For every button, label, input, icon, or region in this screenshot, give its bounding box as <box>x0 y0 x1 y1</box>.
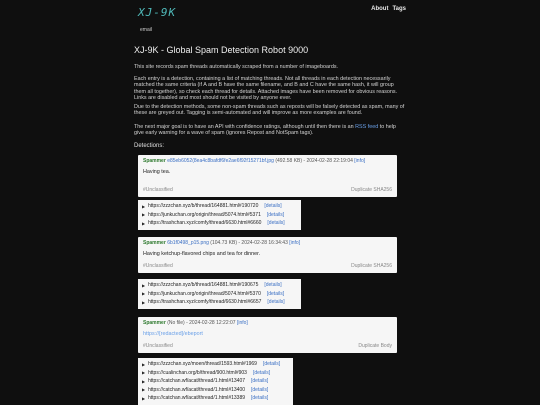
detection-header <box>138 237 397 247</box>
detection-meta: (104.73 KB) - 2024-02-28 16:34:43 <box>210 240 288 246</box>
thread-list <box>138 200 301 230</box>
detection-tag[interactable]: #Unclassified <box>143 343 173 349</box>
detection-tag[interactable]: #Unclassified <box>143 187 173 193</box>
detection-header <box>138 317 397 327</box>
detection-file-link[interactable]: 6b1f0498_p15.png <box>167 240 209 246</box>
top-nav <box>371 6 406 12</box>
detection-file-link[interactable]: e85eb6052(8ea4c8bafdf6fe2ae6f92f15271bf.jpg <box>167 158 274 164</box>
api-text-rest: to help give early warning for a wave of spam (ignores Repost and NotSpam tags). <box>134 124 396 137</box>
detection-duplicate-type: Duplicate SHA256 <box>351 187 392 193</box>
detection-author: Spammer <box>143 240 166 246</box>
nav-tags-link[interactable]: Tags <box>392 6 406 12</box>
thread-details-link[interactable]: [details] <box>266 290 285 297</box>
nav-about-link[interactable]: About <box>371 6 389 12</box>
thread-row <box>142 202 297 211</box>
thread-details-link[interactable]: [details] <box>264 203 282 210</box>
triangle-bullet-icon: ▶ <box>142 299 146 305</box>
thread-details-link[interactable]: [details] <box>267 299 285 306</box>
thread-url-link[interactable]: https://catchan.wf/acat/thread/1.html#13407 <box>148 378 246 385</box>
triangle-bullet-icon: ▶ <box>142 370 146 376</box>
detection-message <box>138 327 397 337</box>
thread-row <box>142 394 289 403</box>
thread-url-link[interactable]: https://trashchan.xyz/comfy/thread/6630.html#6657 <box>148 299 262 306</box>
thread-details-link[interactable]: [details] <box>264 282 282 289</box>
triangle-bullet-icon: ▶ <box>142 220 146 226</box>
thread-details-link[interactable]: [details] <box>251 386 269 393</box>
detection-card <box>138 237 397 273</box>
thread-url-link[interactable]: https://junkuchan.org/origin/thread/5074.html#5370 <box>148 290 261 297</box>
intro-paragraph: This site records spam threads automatically scraped from a number of imageboards. <box>134 64 339 70</box>
thread-row <box>142 298 297 307</box>
thread-details-link[interactable]: [details] <box>251 395 269 402</box>
api-text: The next major goal is to have an API with confidence ratings, although until then there is an <box>134 124 356 130</box>
detection-card <box>138 155 397 197</box>
explanation-paragraph: Each entry is a detection, containing a list of matching threads. Not all threads in each detection necessarily matched the same criteria (if A and B have the same filename, and B and C have the same hash, it will group them all together), so check each thread for details. Attached images have been removed for obvious reasons. Links are disabled and most should not be visited by anyone ever. <box>134 76 398 102</box>
detection-info-link[interactable]: [info] <box>236 320 248 326</box>
false-positive-paragraph: Due to the detection methods, some non-spam threads such as reposts will be falsely detected as spam, many of these are greyed out. Tagging is semi-automated and will improve as more examples are found. <box>134 104 405 117</box>
triangle-bullet-icon: ▶ <box>142 291 146 297</box>
thread-url-link[interactable]: https://zzzchan.xyz/b/thread/164881.html#190720 <box>148 203 259 210</box>
detection-header <box>138 155 397 165</box>
detection-tag[interactable]: #Unclassified <box>143 263 173 269</box>
detection-info-link[interactable]: [info] <box>289 240 301 246</box>
detection-message: Having tea. <box>143 169 171 175</box>
email-link[interactable]: email <box>140 27 152 33</box>
thread-row <box>142 219 297 228</box>
detection-card <box>138 317 397 353</box>
thread-url-link[interactable]: https://catchan.wf/acat/thread/1.html#13389 <box>148 395 246 402</box>
thread-row <box>142 211 297 220</box>
detections-heading: Detections: <box>134 143 165 149</box>
thread-row <box>142 360 289 369</box>
detection-message: Having ketchup-flavored chips and tea for dinner. <box>143 251 261 257</box>
triangle-bullet-icon: ▶ <box>142 282 146 288</box>
triangle-bullet-icon: ▶ <box>142 387 146 393</box>
thread-row <box>142 369 289 378</box>
thread-url-link[interactable]: https://catchan.wf/acat/thread/1.html#13400 <box>148 386 246 393</box>
thread-row <box>142 377 289 386</box>
thread-details-link[interactable]: [details] <box>266 211 285 218</box>
thread-details-link[interactable]: [details] <box>262 361 281 368</box>
thread-details-link[interactable]: [details] <box>252 369 271 376</box>
thread-list <box>138 358 293 405</box>
thread-url-link[interactable]: https://cualinchan.org/b/thread/900.html#903 <box>148 369 247 376</box>
triangle-bullet-icon: ▶ <box>142 212 146 218</box>
detection-info-link[interactable]: [info] <box>354 158 366 164</box>
thread-row <box>142 386 289 395</box>
thread-list <box>138 279 301 309</box>
triangle-bullet-icon: ▶ <box>142 361 146 367</box>
rss-feed-link[interactable]: RSS feed <box>355 124 379 130</box>
thread-row <box>142 290 297 299</box>
thread-url-link[interactable]: https://zzzchan.xyz/b/thread/164881.html#190675 <box>148 282 259 289</box>
detection-duplicate-type: Duplicate SHA256 <box>351 263 392 269</box>
thread-url-link[interactable]: https://junkuchan.org/origin/thread/5074.html#5371 <box>148 211 261 218</box>
site-logo[interactable]: XJ-9K <box>138 6 177 19</box>
thread-url-link[interactable]: https://trashchan.xyz/comfy/thread/6630.html#6660 <box>148 220 262 227</box>
detection-duplicate-type: Duplicate Body <box>358 343 392 349</box>
detection-body-link[interactable]: https://[redacted]/ebeport <box>143 331 203 337</box>
thread-details-link[interactable]: [details] <box>251 378 269 385</box>
triangle-bullet-icon: ▶ <box>142 395 146 401</box>
triangle-bullet-icon: ▶ <box>142 378 146 384</box>
thread-url-link[interactable]: https://zzzchan.xyz/moen/thread/1593.html#1969 <box>148 361 257 368</box>
detection-meta: (492.58 KB) - 2024-02-28 22:19:04 <box>275 158 353 164</box>
api-paragraph <box>134 124 406 137</box>
thread-row <box>142 281 297 290</box>
thread-details-link[interactable]: [details] <box>267 220 285 227</box>
triangle-bullet-icon: ▶ <box>142 203 146 209</box>
detection-meta: (No file) - 2024-02-28 12:22:07 <box>167 320 236 326</box>
detection-author: Spammer <box>143 158 166 164</box>
detection-author: Spammer <box>143 320 166 326</box>
page-title: XJ-9K - Global Spam Detection Robot 9000 <box>134 45 309 55</box>
